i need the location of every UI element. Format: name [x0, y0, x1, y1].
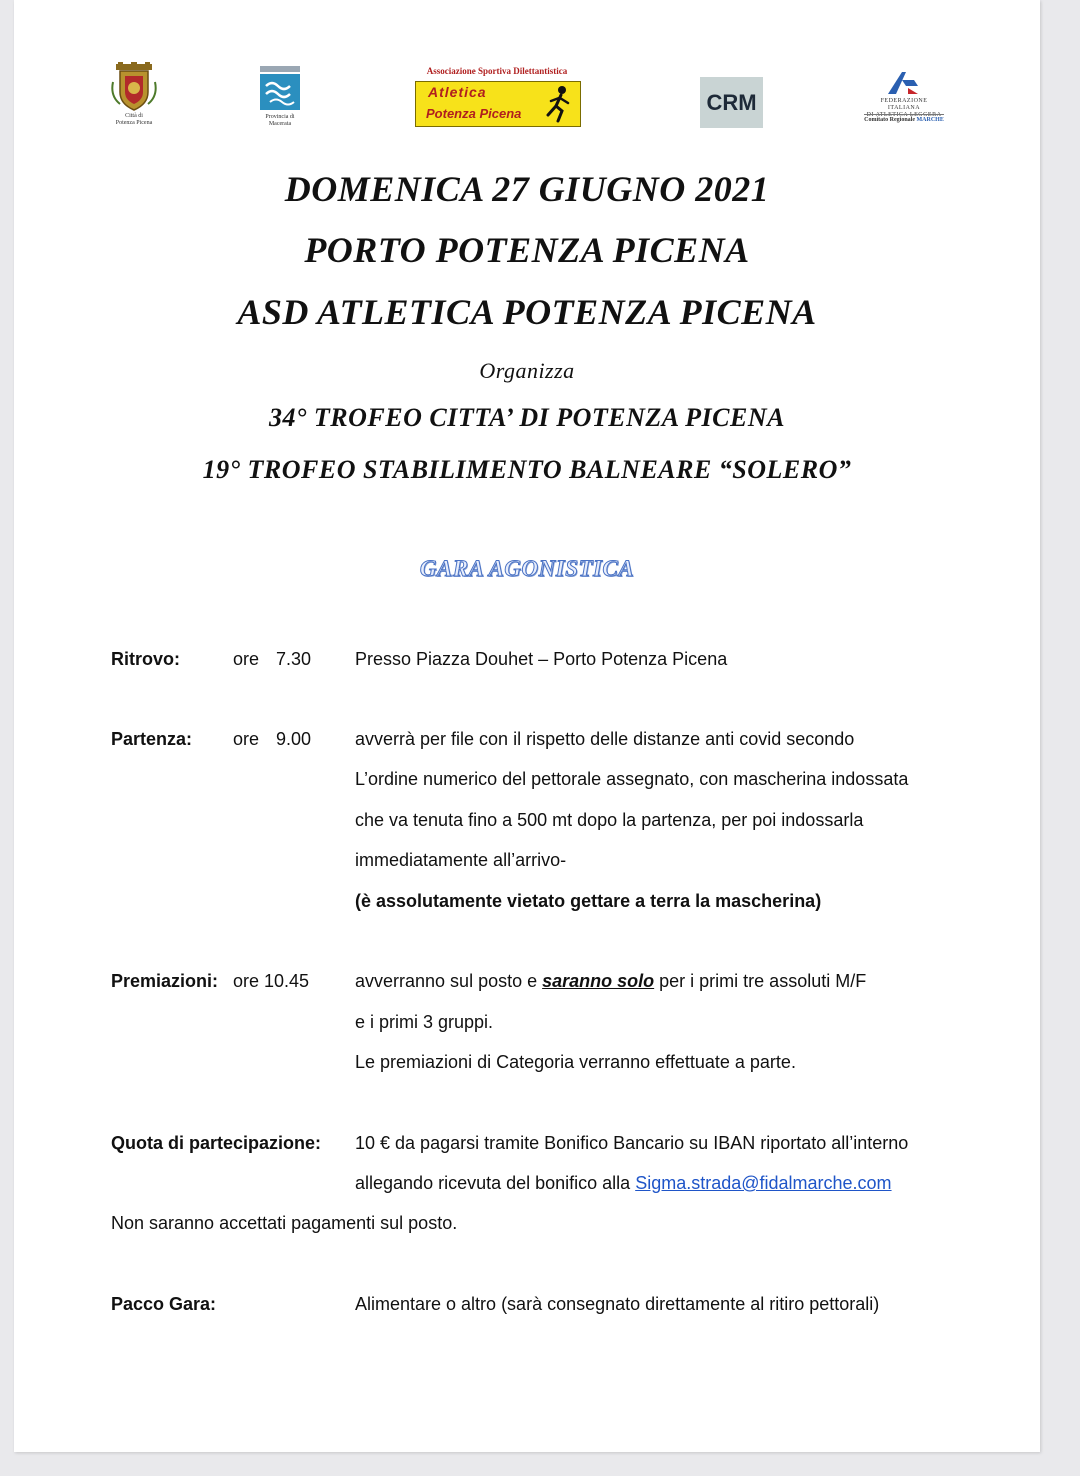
citta-caption-1: Città di	[125, 113, 143, 119]
provincia-caption-2: Macerata	[268, 121, 292, 127]
fidal-logo	[864, 70, 944, 128]
asd-logo-line2: Potenza Picena	[426, 106, 522, 121]
race-type-heading: GARA AGONISTICA	[419, 556, 635, 581]
ritrovo-text: Presso Piazza Douhet – Porto Potenza Picena	[355, 649, 728, 669]
ritrovo-ore: ore	[233, 649, 260, 669]
premiazioni-label: Premiazioni:	[111, 971, 219, 991]
quota-line-1: 10 € da pagarsi tramite Bonifico Bancario su IBAN riportato all’interno	[355, 1133, 909, 1153]
provincia-macerata-logo	[258, 64, 302, 128]
partenza-line-1: avverrà per file con il rispetto delle distanze anti covid secondo	[355, 729, 855, 749]
premiazioni-time: ore 10.45	[233, 971, 310, 991]
fidal-caption-2: DI ATLETICA LEGGERA	[866, 112, 942, 118]
pacco-label: Pacco Gara:	[111, 1294, 217, 1314]
crm-logo	[700, 77, 763, 128]
quota-note: Non saranno accettati pagamenti sul posto.	[111, 1213, 458, 1233]
trophy-2: 19° TROFEO STABILIMENTO BALNEARE “SOLERO”	[202, 455, 852, 484]
trophy-1: 34° TROFEO CITTA’ DI POTENZA PICENA	[269, 403, 785, 432]
asd-header-text: Associazione Sportiva Dilettantistica	[426, 66, 568, 76]
partenza-line-5: (è assolutamente vietato gettare a terra la mascherina)	[355, 891, 822, 911]
event-organizer: ASD ATLETICA POTENZA PICENA	[237, 292, 817, 332]
partenza-line-3: che va tenuta fino a 500 mt dopo la partenza, per poi indossarla	[355, 810, 864, 830]
crm-text: CRM	[706, 90, 757, 115]
fidal-caption-3a: Comitato Regionale	[864, 117, 915, 123]
event-date: DOMENICA 27 GIUGNO 2021	[284, 169, 770, 209]
ritrovo-time: 7.30	[276, 649, 312, 669]
partenza-label: Partenza:	[111, 729, 193, 749]
provincia-emblem-icon	[258, 64, 302, 112]
partenza-time: 9.00	[276, 729, 312, 749]
asd-atletica-logo	[414, 66, 580, 128]
fidal-emblem-icon	[884, 70, 924, 96]
partenza-ore: ore	[233, 729, 260, 749]
asd-logo-box	[415, 81, 581, 127]
email-link[interactable]: Sigma.strada@fidalmarche.com	[635, 1173, 892, 1193]
fidal-caption-1: FEDERAZIONE ITALIANA	[880, 98, 928, 111]
organizza-label: Organizza	[479, 358, 575, 383]
provincia-caption-1: Provincia di	[265, 114, 295, 120]
citta-caption-2: Potenza Picena	[115, 120, 153, 126]
premiazioni-line-3: Le premiazioni di Categoria verranno effettuate a parte.	[355, 1052, 796, 1072]
partenza-line-2: L’ordine numerico del pettorale assegnato, con mascherina indossata	[355, 769, 909, 789]
premiazioni-line-1c: per i primi tre assoluti M/F	[654, 971, 867, 991]
quota-label: Quota di partecipazione:	[111, 1133, 322, 1153]
premiazioni-emphasis: saranno solo	[542, 971, 655, 991]
event-place: PORTO POTENZA PICENA	[304, 230, 750, 270]
document-page	[14, 0, 1040, 1452]
coat-of-arms-icon	[110, 62, 158, 112]
quota-line-2a: allegando ricevuta del bonifico alla	[355, 1173, 636, 1193]
fidal-caption-3b: MARCHE	[916, 117, 944, 123]
premiazioni-line-1	[355, 971, 866, 992]
citta-potenza-picena-logo	[110, 62, 158, 128]
fidal-divider	[864, 114, 944, 115]
runner-icon	[544, 85, 574, 123]
partenza-line-4: immediatamente all’arrivo-	[355, 850, 567, 870]
premiazioni-line-1a: avverranno sul posto e	[355, 971, 543, 991]
pacco-text: Alimentare o altro (sarà consegnato direttamente al ritiro pettorali)	[355, 1294, 880, 1314]
asd-logo-line1: Atletica	[428, 84, 487, 100]
ritrovo-label: Ritrovo:	[111, 649, 180, 669]
premiazioni-line-2: e i primi 3 gruppi.	[355, 1012, 494, 1032]
quota-line-2	[355, 1173, 892, 1194]
